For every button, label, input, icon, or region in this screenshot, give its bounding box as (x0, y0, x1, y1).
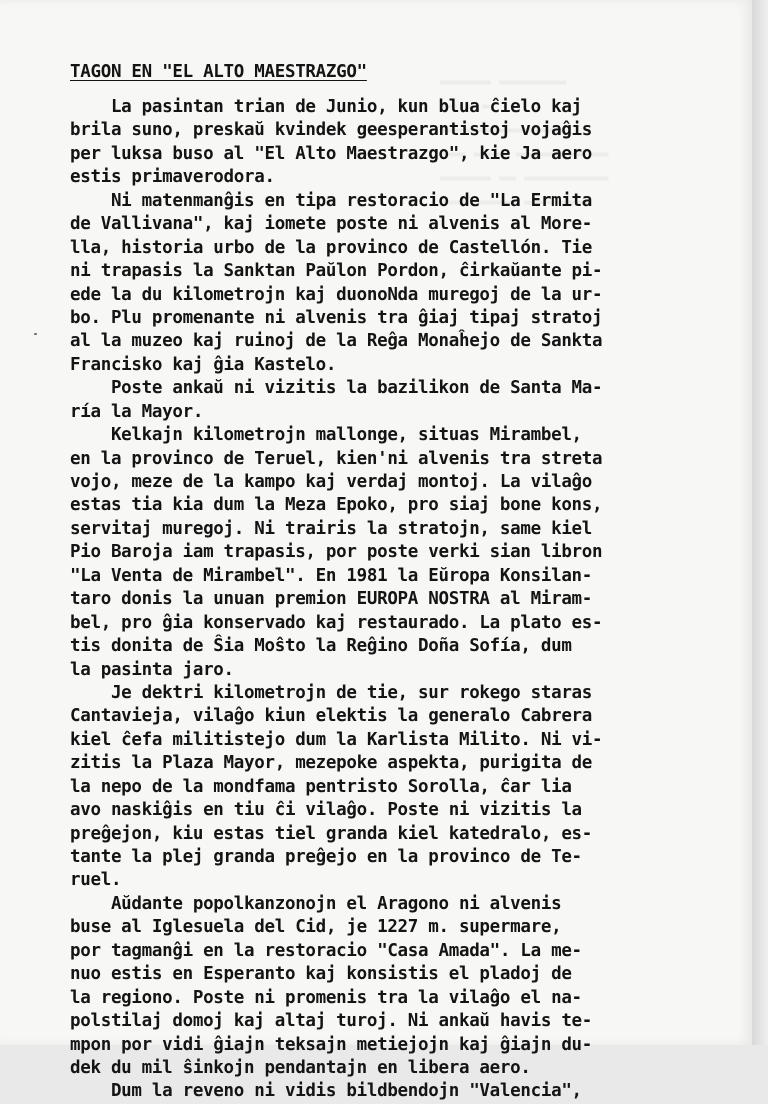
body-line: dek du mil ŝinkojn pendantajn en libera aero. (70, 1057, 531, 1078)
body-line: de Vallivana", kaj iomete poste ni alvenis al More- (70, 214, 593, 235)
body-line: zitis la Plaza Mayor, mezepoke aspekta, purigita de (70, 753, 593, 774)
body-line: servitaj muregoj. Ni trairis la stratojn, same kiel (70, 518, 593, 539)
body-line: Ni matenmanĝis en tipa restoracio de "La Ermita (70, 190, 593, 211)
body-line: estas tia kia dum la Meza Epoko, pro siaj bone kons, (70, 495, 603, 516)
body-line: buse al Iglesuela del Cid, je 1227 m. supermare, (70, 917, 562, 938)
body-line: lla, historia urbo de la provinco de Castellón. Tie (70, 237, 593, 258)
body-line: brila suno, preskaŭ kvindek geesperantistoj vojaĝis (70, 120, 593, 141)
body-line: tis donita de Ŝia Moŝto la Reĝino Doña Sofía, dum (70, 636, 572, 657)
body-line: la pasinta jaro. (70, 659, 234, 680)
paper-speck (34, 333, 37, 335)
body-line: Aŭdante popolkanzonojn el Aragono ni alvenis (70, 893, 562, 914)
body-line: Francisko kaj ĝia Kastelo. (70, 354, 337, 375)
body-line: kiel ĉefa militistejo dum la Karlista Milito. Ni vi- (70, 729, 603, 750)
body-line: Poste ankaŭ ni vizitis la bazilikon de Santa Ma- (70, 378, 603, 399)
body-line: mpon por vidi ĝiajn teksajn metiejojn kaj ĝiajn du- (70, 1034, 593, 1055)
body-line: preĝejon, kiu estas tiel granda kiel katedralo, es- (70, 823, 593, 844)
body-line: bo. Plu promenante ni alvenis tra ĝiaj tipaj stratoj (70, 307, 603, 328)
body-line: ni trapasis la Sanktan Paŭlon Pordon, ĉirkaŭante pi- (70, 261, 603, 282)
page-edge (752, 0, 768, 1045)
article (70, 62, 728, 1104)
body-line: vojo, meze de la kampo kaj verdaj montoj. La vilaĝo (70, 472, 593, 492)
body-line: bel, pro ĝia konservado kaj restaurado. La plato es- (70, 612, 603, 633)
body-line: avo naskiĝis en tiu ĉi vilaĝo. Poste ni vizitis la (70, 800, 582, 821)
article-body (70, 96, 728, 1104)
body-line: Cantavieja, vilaĝo kiun elektis la generalo Cabrera (70, 706, 593, 727)
body-line: Dum la reveno ni vidis bildbendojn "Valencia", (70, 1081, 582, 1102)
body-line: nuo estis en Esperanto kaj konsistis el pladoj de (70, 964, 572, 985)
article-title: TAGON EN "EL ALTO MAESTRAZGO" (70, 62, 367, 82)
body-line: la regiono. Poste ni promenis tra la vilaĝo el na- (70, 987, 582, 1008)
body-line: La pasintan trian de Junio, kun blua ĉielo kaj (70, 97, 582, 117)
body-line: ede la du kilometrojn kaj duonoNda muregoj de la ur- (70, 284, 603, 305)
body-line: ruel. (70, 870, 122, 891)
body-line: en la provinco de Teruel, kien'ni alvenis tra streta (70, 448, 603, 469)
body-line: Je dektri kilometrojn de tie, sur rokego staras (70, 682, 593, 703)
body-line: Pio Baroja iam trapasis, por poste verki sian libron (70, 542, 603, 563)
body-line: ría la Mayor. (70, 401, 204, 422)
body-line: la nepo de la mondfama pentristo Sorolla, ĉar lia (70, 776, 572, 797)
body-line: tante la plej granda preĝejo en la provinco de Te- (70, 847, 582, 867)
body-line: estis primaverodora. (70, 167, 275, 188)
body-line: polstilaj domoj kaj altaj turoj. Ni ankaŭ havis te- (70, 1011, 593, 1032)
body-line: por tagmanĝi en la restoracio "Casa Amada". La me- (70, 940, 582, 961)
body-line: "La Venta de Mirambel". En 1981 la Eŭropa Konsilan- (70, 565, 593, 586)
body-line: taro donis la unuan premion EUROPA NOSTRA al Miram- (70, 589, 593, 610)
body-line: per luksa buso al "El Alto Maestrazgo", kie Ja aero (70, 143, 593, 164)
body-line: al la muzeo kaj ruinoj de la Reĝa Monaĥejo de Sankta (70, 331, 603, 352)
body-line: Kelkajn kilometrojn mallonge, situas Mirambel, (70, 425, 582, 446)
